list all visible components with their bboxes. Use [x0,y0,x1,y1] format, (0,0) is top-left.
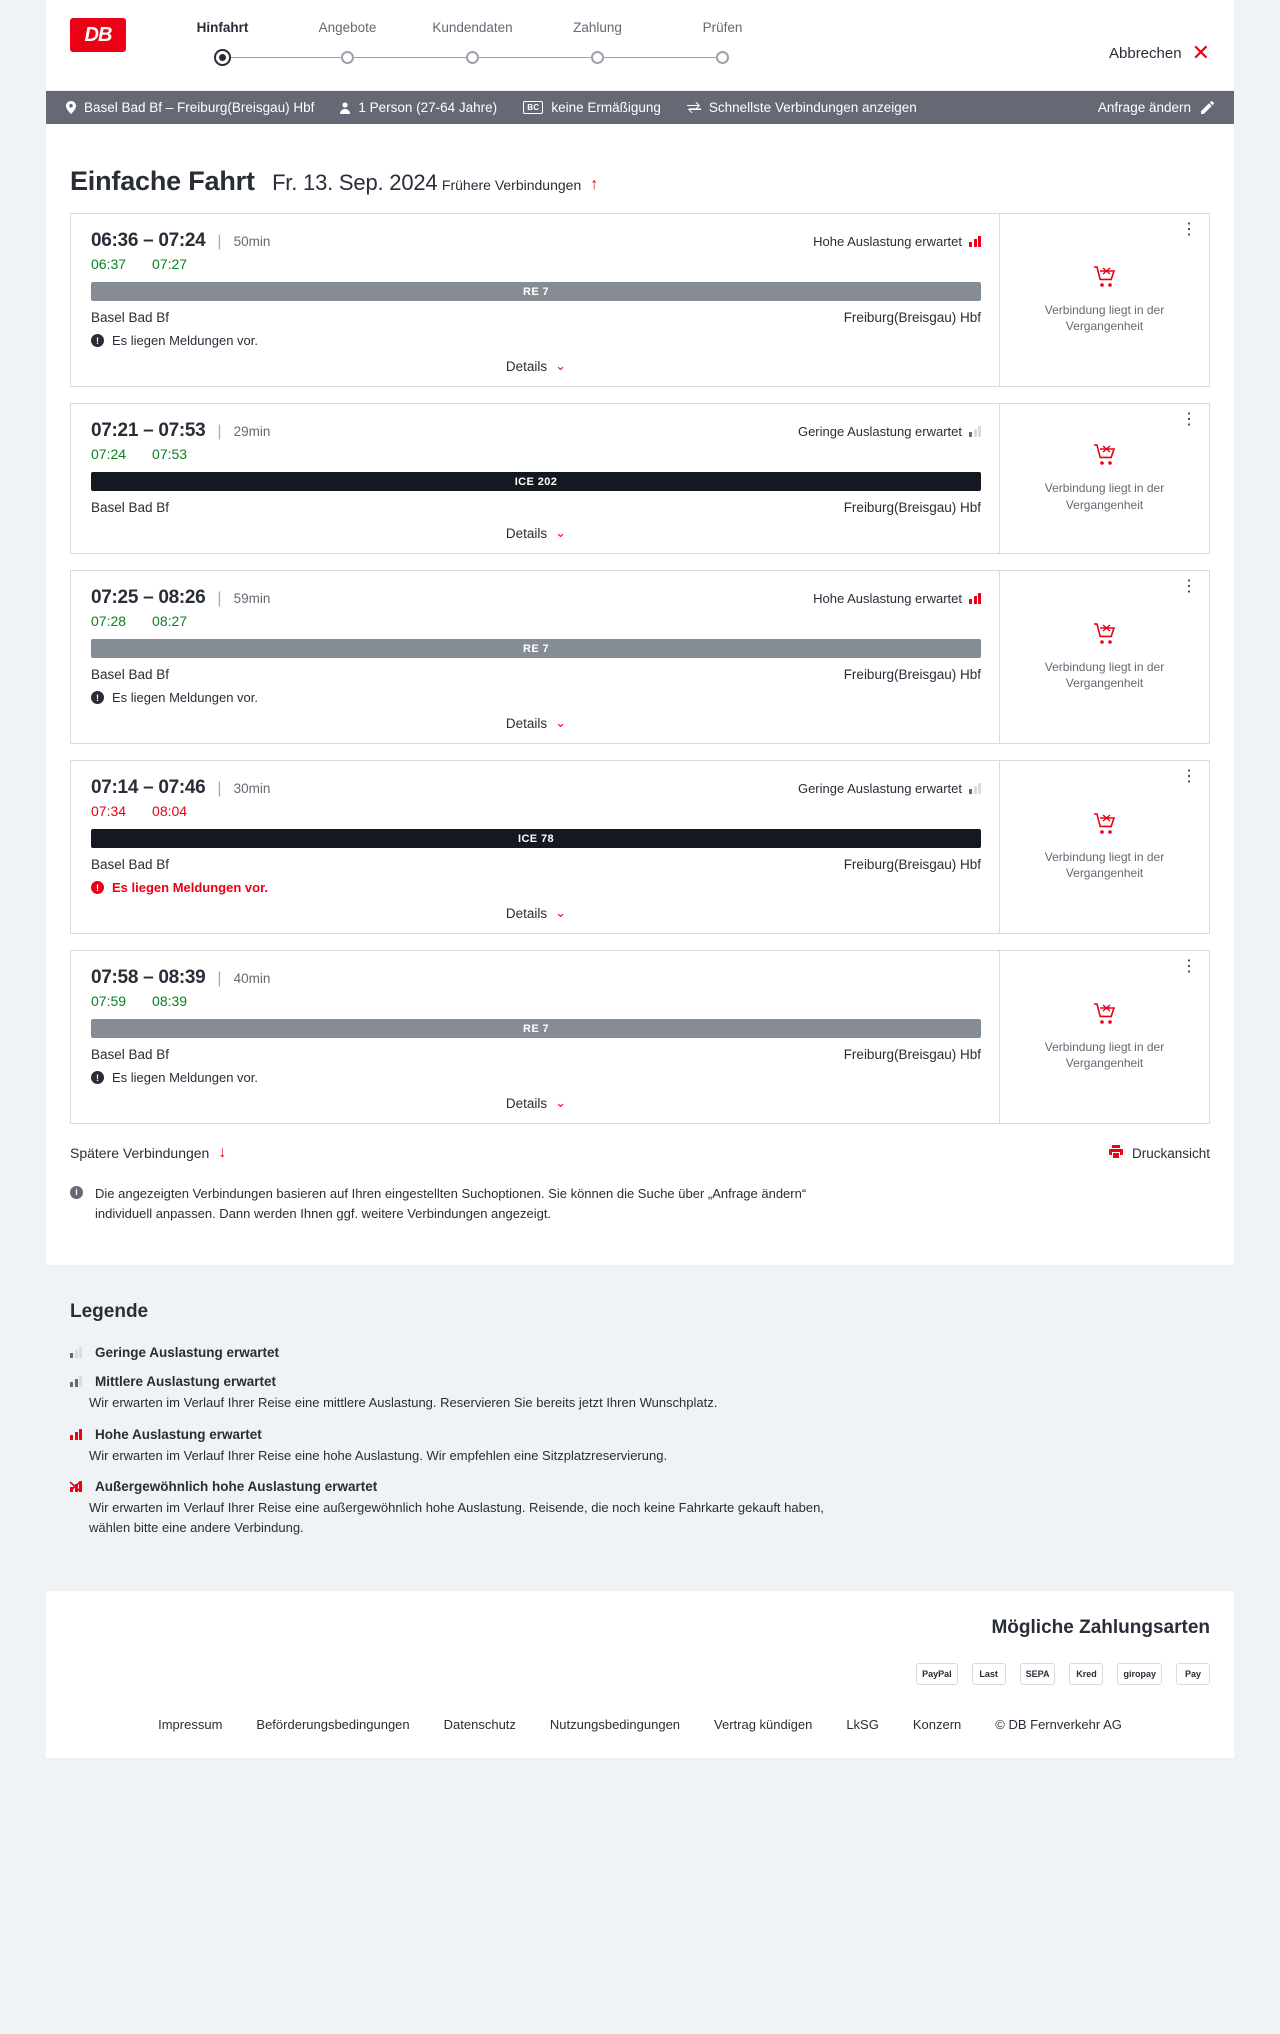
step-prüfen[interactable] [660,20,785,68]
connection-time-range: 06:36 – 07:24 [91,230,206,251]
connection-action-panel [999,951,1209,1123]
details-label: Details [505,715,548,731]
step-dot-wrap [160,46,285,68]
legend-item [70,1427,1210,1466]
actual-departure: 07:24 [91,446,127,462]
actual-departure: 07:28 [91,613,127,629]
db-logo[interactable]: DB [70,18,126,52]
step-connector-line [598,57,723,58]
utilization-label: Hohe Auslastung erwartet [813,234,962,249]
train-label: ICE 202 [514,475,558,488]
utilization-bars-icon [70,1347,82,1358]
connection-details [71,951,999,1123]
stations-row [91,667,981,682]
connection-details [71,214,999,386]
page-title [70,166,437,197]
checkout-stepper [160,20,785,68]
origin-station: Basel Bad Bf [91,1047,170,1062]
payment-icons [70,1663,1210,1685]
legend-item-desc: Wir erwarten im Verlauf Ihrer Reise eine hohe Auslastung. Wir empfehlen eine Sitzplatzreservierung. [89,1447,668,1463]
utilization-label: Geringe Auslastung erwartet [797,781,962,796]
origin-station: Basel Bad Bf [91,857,170,872]
legend-item-head [70,1345,1210,1360]
connection-time-range: 07:25 – 08:26 [91,587,206,608]
past-connection-note: Verbindung liegt in der Vergangenheit [1044,659,1165,690]
utilization-bars-icon [969,783,981,794]
chevron-down-icon: ⌄ [555,358,567,373]
swap-arrows-icon [687,102,701,113]
details-toggle[interactable] [91,525,981,541]
connection-message-label: Es liegen Meldungen vor. [112,1070,258,1085]
connection-message[interactable] [91,333,981,348]
list-footer-controls [70,1144,1210,1162]
earlier-connections-label: Frühere Verbindungen [441,177,582,193]
utilization-bars-icon [969,236,981,247]
connection-action-panel [999,214,1209,386]
connection-details [71,761,999,933]
legend-section [46,1265,1234,1591]
cart-icon [1093,444,1117,472]
destination-station: Freiburg(Breisgau) Hbf [843,857,981,872]
app-header [46,0,1234,91]
connection-card[interactable] [70,950,1210,1124]
legend-item-label: Hohe Auslastung erwartet [95,1426,262,1442]
step-label: Kundendaten [432,20,513,35]
utilization-indicator [798,781,981,796]
time-duration-separator: | [217,233,222,250]
step-label: Prüfen [702,20,743,35]
actual-arrival: 07:53 [152,446,188,462]
chevron-down-icon: ⌄ [555,715,567,730]
destination-station: Freiburg(Breisgau) Hbf [843,1047,981,1062]
actual-arrival: 08:39 [152,993,188,1009]
cancel-label: Abbrechen [1109,44,1182,62]
step-dot-icon [466,51,479,64]
connection-action-panel [999,761,1209,933]
connection-action-panel [999,571,1209,743]
connection-message[interactable] [91,1070,981,1085]
legend-item-label: Mittlere Auslastung erwartet [95,1374,277,1389]
footer-link-impressum[interactable]: Impressum [158,1717,223,1732]
connection-message-label: Es liegen Meldungen vor. [112,333,258,348]
printer-icon [1109,1145,1123,1161]
details-label: Details [505,358,548,374]
past-connection-note: Verbindung liegt in der Vergangenheit [1044,481,1165,512]
footer-link-datenschutz[interactable]: Datenschutz [443,1717,516,1732]
footer-link-nutzungsbedingungen[interactable]: Nutzungsbedingungen [549,1717,681,1732]
change-request-label: Anfrage ändern [1097,100,1191,115]
connection-card[interactable] [70,760,1210,934]
print-view-button[interactable] [1109,1145,1210,1161]
cancel-button[interactable] [1109,42,1210,64]
details-toggle[interactable] [91,1095,981,1111]
past-connection-note: Verbindung liegt in der Vergangenheit [1044,849,1165,880]
later-connections-button[interactable] [70,1144,226,1162]
actual-departure: 07:59 [91,993,127,1009]
utilization-indicator [813,591,981,606]
train-label: RE 7 [522,285,550,298]
connection-duration: 59min [233,591,271,606]
more-options-icon[interactable]: ⋮ [1181,768,1197,785]
page-title-text: Einfache Fahrt [70,166,255,196]
location-pin-icon [66,101,76,114]
legend-item [70,1345,1210,1360]
train-label: RE 7 [522,642,550,655]
connection-message[interactable] [91,880,981,895]
utilization-bars-icon [969,593,981,604]
cart-icon [1093,1003,1117,1031]
close-icon[interactable]: ✕ [1191,40,1210,65]
connection-time-range: 07:21 – 07:53 [91,420,206,441]
search-options-note [70,1184,830,1223]
more-options-icon[interactable]: ⋮ [1181,221,1197,238]
step-hinfahrt[interactable] [160,20,285,68]
actual-arrival: 08:27 [152,613,188,629]
stations-row [91,500,981,515]
utilization-bars-icon [70,1376,82,1387]
train-label: ICE 78 [517,832,555,845]
alert-icon: ! [91,881,104,894]
utilization-extreme-icon [70,1481,82,1492]
connection-message[interactable] [91,690,981,705]
earlier-connections-button[interactable] [442,176,598,194]
summary-fastest-label: Schnellste Verbindungen anzeigen [708,100,917,115]
details-toggle[interactable] [91,358,981,374]
chevron-down-icon: ⌄ [555,1095,567,1110]
connection-list [70,213,1210,1124]
legend-item-desc: Wir erwarten im Verlauf Ihrer Reise eine außergewöhnlich hohe Auslastung. Reisende, die noch keine Fahrkarte gekauft haben, wählen bitte eine andere Verbindung. [89,1500,824,1535]
payments-section [46,1591,1234,1695]
step-connector-line [348,57,473,58]
search-summary-bar [46,91,1234,124]
chevron-down-icon: ⌄ [555,525,567,540]
connection-time-range: 07:58 – 08:39 [91,967,206,988]
utilization-bars-icon [969,426,981,437]
connection-time-range: 07:14 – 07:46 [91,777,206,798]
cart-icon [1093,266,1117,294]
payment-icon-lastschrift: Last [972,1663,1006,1685]
past-connection-note: Verbindung liegt in der Vergangenheit [1044,1039,1165,1070]
connection-message-label: Es liegen Meldungen vor. [112,690,258,705]
actual-times [91,446,981,462]
actual-times [91,993,981,1009]
legend-title: Legende [70,1301,149,1322]
connection-action-panel [999,404,1209,553]
person-icon [340,102,350,114]
actual-arrival: 07:27 [152,256,188,272]
legend-item-label: Geringe Auslastung erwartet [95,1345,280,1360]
later-connections-label: Spätere Verbindungen [70,1145,210,1161]
details-label: Details [505,905,548,921]
stations-row [91,857,981,872]
cart-icon [1093,623,1117,651]
step-kundendaten[interactable] [410,20,535,68]
actual-arrival: 08:04 [152,803,188,819]
more-options-icon[interactable]: ⋮ [1181,958,1197,975]
origin-station: Basel Bad Bf [91,310,170,325]
utilization-label: Geringe Auslastung erwartet [797,424,962,439]
connection-card[interactable] [70,213,1210,387]
step-dot-icon [591,51,604,64]
stations-row [91,310,981,325]
search-options-note-text: Die angezeigten Verbindungen basieren auf Ihren eingestellten Suchoptionen. Sie können die Suche über „Anfrage ändern“ individuell anpassen. Dann werden Ihnen ggf. weitere Verbindungen angezeigt. [95,1186,807,1221]
time-duration-separator: | [217,423,222,440]
bahncard-icon: BC [523,101,543,114]
past-connection-note: Verbindung liegt in der Vergangenheit [1044,302,1165,333]
legend-item [70,1374,1210,1413]
destination-station: Freiburg(Breisgau) Hbf [843,500,981,515]
step-dot-icon [716,51,729,64]
summary-route-label: Basel Bad Bf – Freiburg(Breisgau) Hbf [84,100,315,115]
footer-link-konzern[interactable]: Konzern [912,1717,962,1732]
payment-icon-giropay: giropay [1117,1663,1162,1685]
alert-icon: ! [91,691,104,704]
connection-message-label: Es liegen Meldungen vor. [112,880,269,895]
connection-duration: 50min [233,234,271,249]
footer-link-lksg[interactable]: LkSG [846,1717,879,1732]
connection-header [91,777,981,799]
train-label: RE 7 [522,1022,550,1035]
connection-details [71,571,999,743]
footer-link-beförderungsbedingungen[interactable]: Beförderungsbedingungen [256,1717,410,1732]
summary-passengers-label: 1 Person (27-64 Jahre) [358,100,498,115]
origin-station: Basel Bad Bf [91,500,170,515]
arrow-down-icon: ↓ [218,1144,227,1161]
actual-times [91,803,981,819]
time-duration-separator: | [217,780,222,797]
chevron-down-icon: ⌄ [555,905,567,920]
legend-item-head [70,1479,1210,1494]
summary-route[interactable] [66,100,340,115]
footer-copyright: © DB Fernverkehr AG [995,1717,1122,1732]
train-bar[interactable] [91,1019,981,1038]
origin-station: Basel Bad Bf [91,667,170,682]
destination-station: Freiburg(Breisgau) Hbf [843,310,981,325]
connection-header [91,230,981,252]
payment-icon-kreditkarte: Kred [1069,1663,1103,1685]
train-bar[interactable] [91,282,981,301]
summary-discount-label: keine Ermäßigung [551,100,661,115]
train-bar[interactable] [91,639,981,658]
train-bar[interactable] [91,472,981,491]
page-title-date: Fr. 13. Sep. 2024 [272,170,438,195]
payments-title: Mögliche Zahlungsarten [991,1617,1210,1638]
connection-duration: 29min [233,424,271,439]
legend-item [70,1479,1210,1537]
arrow-up-icon: ↑ [590,176,599,193]
step-dot-icon [219,54,226,61]
actual-departure: 07:34 [91,803,127,819]
utilization-indicator [798,424,981,439]
legend-item-head [70,1427,1210,1442]
step-label: Zahlung [573,20,622,35]
legend-item-label: Außergewöhnlich hohe Auslastung erwartet [95,1479,378,1494]
time-duration-separator: | [217,590,222,607]
actual-times [91,256,981,272]
actual-times [91,613,981,629]
alert-icon: ! [91,334,104,347]
step-connector-line [473,57,598,58]
payment-icon-apple-pay: Pay [1176,1663,1210,1685]
payment-icon-paypal: PayPal [916,1663,958,1685]
connection-details [71,404,999,553]
connection-duration: 30min [233,781,271,796]
print-view-label: Druckansicht [1131,1145,1210,1161]
legend-item-head [70,1374,1210,1389]
step-angebote[interactable] [285,20,410,68]
connection-card[interactable] [70,403,1210,554]
details-toggle[interactable] [91,905,981,921]
connection-duration: 40min [233,971,271,986]
destination-station: Freiburg(Breisgau) Hbf [843,667,981,682]
connection-header [91,420,981,442]
legend-items [70,1345,1210,1537]
pencil-icon [1201,101,1214,114]
connection-header [91,967,981,989]
details-toggle[interactable] [91,715,981,731]
connection-card[interactable] [70,570,1210,744]
utilization-bars-icon [70,1429,82,1440]
payment-icon-sepa: SEPA [1020,1663,1056,1685]
step-zahlung[interactable] [535,20,660,68]
step-label: Hinfahrt [196,20,249,35]
cart-icon [1093,813,1117,841]
more-options-icon[interactable]: ⋮ [1181,578,1197,595]
more-options-icon[interactable]: ⋮ [1181,411,1197,428]
step-connector-line [223,57,348,58]
results-panel [46,124,1234,1265]
step-dot-icon [341,51,354,64]
summary-discount[interactable] [523,100,687,115]
step-label: Angebote [318,20,377,35]
details-label: Details [505,1095,548,1111]
bottom-spacer [0,1758,1280,1766]
utilization-indicator [813,234,981,249]
footer-link-vertrag-kündigen[interactable]: Vertrag kündigen [714,1717,813,1732]
footer-links [46,1695,1234,1758]
summary-passengers[interactable] [340,100,523,115]
alert-icon: ! [91,1071,104,1084]
time-duration-separator: | [217,970,222,987]
train-bar[interactable] [91,829,981,848]
actual-departure: 06:37 [91,256,127,272]
details-label: Details [505,525,548,541]
legend-item-desc: Wir erwarten im Verlauf Ihrer Reise eine mittlere Auslastung. Reservieren Sie bereits jetzt Ihren Wunschplatz. [89,1395,718,1410]
info-icon: i [70,1186,83,1199]
change-request-button[interactable] [1098,100,1214,115]
connection-header [91,587,981,609]
utilization-label: Hohe Auslastung erwartet [813,591,962,606]
stations-row [91,1047,981,1062]
summary-fastest[interactable] [687,100,943,115]
